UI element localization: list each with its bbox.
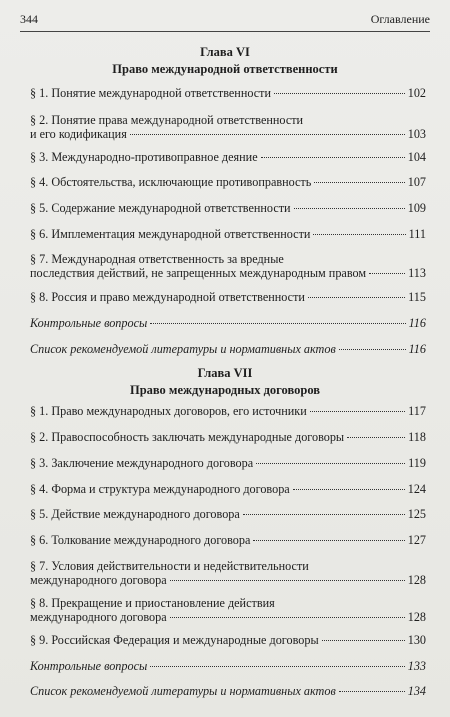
toc-entry-ch7-s5[interactable] <box>30 507 426 521</box>
toc-entry-ch7-s6[interactable] <box>30 533 426 547</box>
toc-entry-text: § 2. Правоспособность заключать международные договоры <box>30 430 345 444</box>
toc-entry-text: § 8. Россия и право международной ответственности <box>30 290 305 304</box>
toc-page-number: 116 <box>408 316 426 330</box>
toc-entry-ch7-questions[interactable] <box>30 659 426 673</box>
toc-entry-text: § 6. Толкование международного договора <box>30 533 251 547</box>
toc-entry-ch6-s5[interactable] <box>30 201 426 215</box>
toc-entry-text: международного договора <box>30 573 167 587</box>
toc-page-number: 117 <box>408 404 426 418</box>
toc-entry-text: § 5. Содержание международной ответственности <box>30 201 291 215</box>
toc-entry-ch6-questions[interactable] <box>30 316 426 330</box>
dot-leader <box>256 463 405 464</box>
toc-entry-ch7-literature[interactable] <box>30 684 426 698</box>
toc-page-number: 119 <box>408 456 426 470</box>
chapter-7-label: Глава VII <box>197 366 253 380</box>
chapter-7-heading <box>20 365 430 399</box>
dot-leader <box>294 208 405 209</box>
toc-page-number: 134 <box>407 684 426 698</box>
toc-entry-ch6-s3[interactable] <box>30 150 426 164</box>
toc-entry-text-line1: § 7. Международная ответственность за вредные <box>30 252 284 266</box>
toc-entry-text: Список рекомендуемой литературы и нормативных актов <box>30 342 336 356</box>
toc-page-number: 109 <box>407 201 426 215</box>
toc-entry-text: и его кодификация <box>30 127 127 141</box>
toc-page-number: 103 <box>407 127 426 141</box>
toc-page-number: 133 <box>407 659 426 673</box>
dot-leader <box>322 640 405 641</box>
toc-entry-ch7-s3[interactable] <box>30 456 426 470</box>
toc-entry-ch7-s9[interactable] <box>30 633 426 647</box>
toc-page-number: 102 <box>407 86 426 100</box>
toc-entry-text: международного договора <box>30 610 167 624</box>
toc-entry-ch7-s4[interactable] <box>30 482 426 496</box>
toc-page-number: 104 <box>407 150 426 164</box>
chapter-6-heading <box>20 44 430 78</box>
toc-page-number: 115 <box>408 290 426 304</box>
dot-leader <box>170 580 405 581</box>
toc-page-number: 111 <box>408 227 426 241</box>
toc-page-number: 118 <box>408 430 426 444</box>
toc-entry-ch7-s7[interactable] <box>30 559 426 587</box>
toc-page-number: 107 <box>407 175 426 189</box>
toc-entry-text: Контрольные вопросы <box>30 316 148 330</box>
dot-leader <box>313 234 405 235</box>
toc-entry-text: § 4. Форма и структура международного договора <box>30 482 290 496</box>
toc-entry-ch6-literature[interactable] <box>30 342 426 356</box>
dot-leader <box>243 514 405 515</box>
toc-page-number: 125 <box>407 507 426 521</box>
toc-entry-text: § 3. Заключение международного договора <box>30 456 254 470</box>
toc-page-number: 128 <box>407 610 426 624</box>
dot-leader <box>150 666 404 667</box>
dot-leader <box>310 411 405 412</box>
dot-leader <box>308 297 405 298</box>
toc-entry-text-line1: § 8. Прекращение и приостановление действия <box>30 596 275 610</box>
toc-page-number: 128 <box>407 573 426 587</box>
dot-leader <box>293 489 405 490</box>
chapter-6-label: Глава VI <box>200 45 250 59</box>
toc-entry-ch6-s1[interactable] <box>30 86 426 100</box>
chapter-6-title: Право международной ответственности <box>112 62 338 76</box>
dot-leader <box>339 349 406 350</box>
toc-page-number: 124 <box>407 482 426 496</box>
running-title: Оглавление <box>370 12 430 26</box>
dot-leader <box>253 540 404 541</box>
toc-entry-text: последствия действий, не запрещенных международным правом <box>30 266 367 280</box>
toc-entry-text: § 9. Российская Федерация и международные договоры <box>30 633 319 647</box>
toc-entry-ch7-s8[interactable] <box>30 596 426 624</box>
toc-entry-ch7-s2[interactable] <box>30 430 426 444</box>
dot-leader <box>150 323 405 324</box>
toc-entry-text: § 4. Обстоятельства, исключающие противоправность <box>30 175 312 189</box>
dot-leader <box>347 437 405 438</box>
toc-entry-text: Список рекомендуемой литературы и нормативных актов <box>30 684 336 698</box>
dot-leader <box>314 182 404 183</box>
toc-page-number: 116 <box>408 342 426 356</box>
toc-entry-ch6-s7[interactable] <box>30 252 426 280</box>
toc-entry-text-line1: § 7. Условия действительности и недействительности <box>30 559 309 573</box>
toc-entry-ch6-s4[interactable] <box>30 175 426 189</box>
dot-leader <box>170 617 405 618</box>
toc-entry-text: § 6. Имплементация международной ответственности <box>30 227 311 241</box>
dot-leader <box>130 134 405 135</box>
toc-entry-ch7-s1[interactable] <box>30 404 426 418</box>
toc-entry-ch6-s2[interactable] <box>30 113 426 141</box>
chapter-7-title: Право международных договоров <box>129 383 321 397</box>
page-header <box>20 12 430 32</box>
toc-entry-ch6-s8[interactable] <box>30 290 426 304</box>
page-number: 344 <box>20 12 38 26</box>
toc-entry-ch6-s6[interactable] <box>30 227 426 241</box>
toc-entry-text: § 5. Действие международного договора <box>30 507 240 521</box>
dot-leader <box>261 157 405 158</box>
toc-entry-text: § 1. Право международных договоров, его источники <box>30 404 307 418</box>
toc-entry-text: Контрольные вопросы <box>30 659 148 673</box>
dot-leader <box>274 93 405 94</box>
toc-entry-text-line1: § 2. Понятие права международной ответственности <box>30 113 304 127</box>
dot-leader <box>339 691 405 692</box>
toc-page-number: 127 <box>407 533 426 547</box>
dot-leader <box>369 273 405 274</box>
toc-entry-text: § 1. Понятие международной ответственности <box>30 86 272 100</box>
toc-page-number: 113 <box>408 266 426 280</box>
toc-entry-text: § 3. Международно-противоправное деяние <box>30 150 258 164</box>
toc-page-number: 130 <box>407 633 426 647</box>
